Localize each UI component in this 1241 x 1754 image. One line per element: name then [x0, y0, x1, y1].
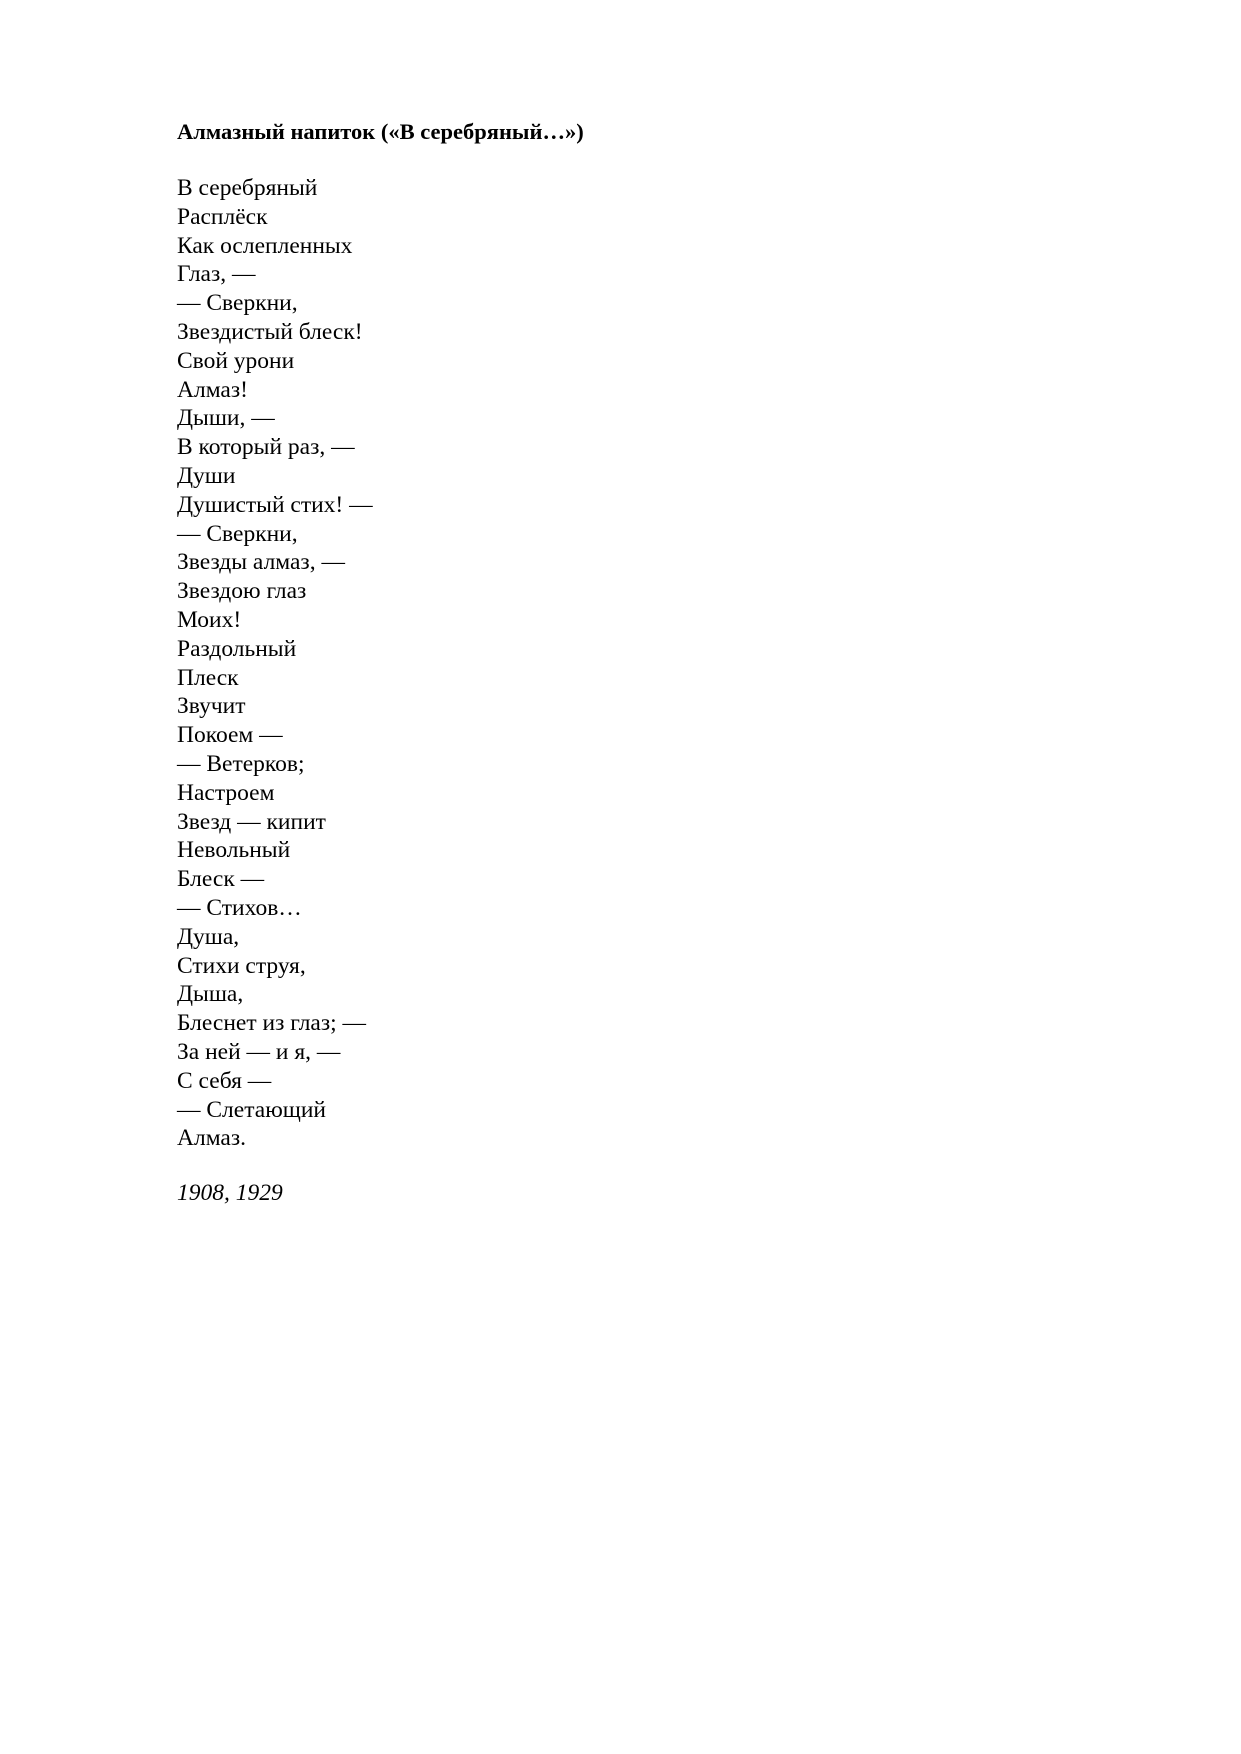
poem-line: Звезды алмаз, — [177, 549, 345, 576]
poem-line: — Сверкни, [177, 290, 298, 317]
poem-line: Глаз, — [177, 261, 256, 288]
poem-line: Алмаз! [177, 376, 248, 403]
poem-line: За ней — и я, — [177, 1038, 341, 1065]
poem-line: Душа, [177, 923, 240, 950]
poem-line: Как ослепленных [177, 232, 353, 259]
poem-line: — Сверкни, [177, 520, 298, 547]
poem-line: Блеск — [177, 866, 265, 893]
poem-line: Алмаз. [177, 1125, 246, 1152]
poem-line: Настроем [177, 779, 275, 806]
poem-line: Блеснет из глаз; — [177, 1010, 367, 1037]
poem-line: Покоем — [177, 722, 283, 749]
document-page [177, 116, 1077, 1208]
poem-title: Алмазный напиток («В серебряный…») [177, 119, 584, 144]
poem-line: В который раз, — [177, 434, 355, 461]
poem-line: — Слетающий [177, 1096, 326, 1123]
poem-line: Дыши, — [177, 405, 275, 432]
poem-line: Звезд — кипит [177, 808, 326, 835]
poem-line: Свой урони [177, 347, 295, 374]
poem-line: Души [177, 462, 236, 489]
poem-line: Расплёск [177, 203, 268, 230]
poem-line: Стихи струя, [177, 952, 306, 979]
poem-date: 1908, 1929 [177, 1180, 283, 1207]
poem-line: Звездою глаз [177, 578, 307, 605]
poem-line: Душистый стих! — [177, 491, 373, 518]
poem-line: В серебряный [177, 175, 318, 201]
poem-line: Невольный [177, 837, 291, 864]
poem-line: С себя — [177, 1067, 272, 1094]
poem-line: Звездистый блеск! [177, 318, 363, 345]
poem-body [177, 174, 1077, 1153]
poem-line: — Стихов… [177, 894, 302, 921]
poem-line: — Ветерков; [177, 750, 305, 777]
poem-line: Дыша, [177, 981, 244, 1008]
poem-line: Плеск [177, 664, 239, 691]
poem-line: Раздольный [177, 635, 297, 662]
poem-line: Моих! [177, 606, 242, 633]
poem-line: Звучит [177, 693, 246, 720]
